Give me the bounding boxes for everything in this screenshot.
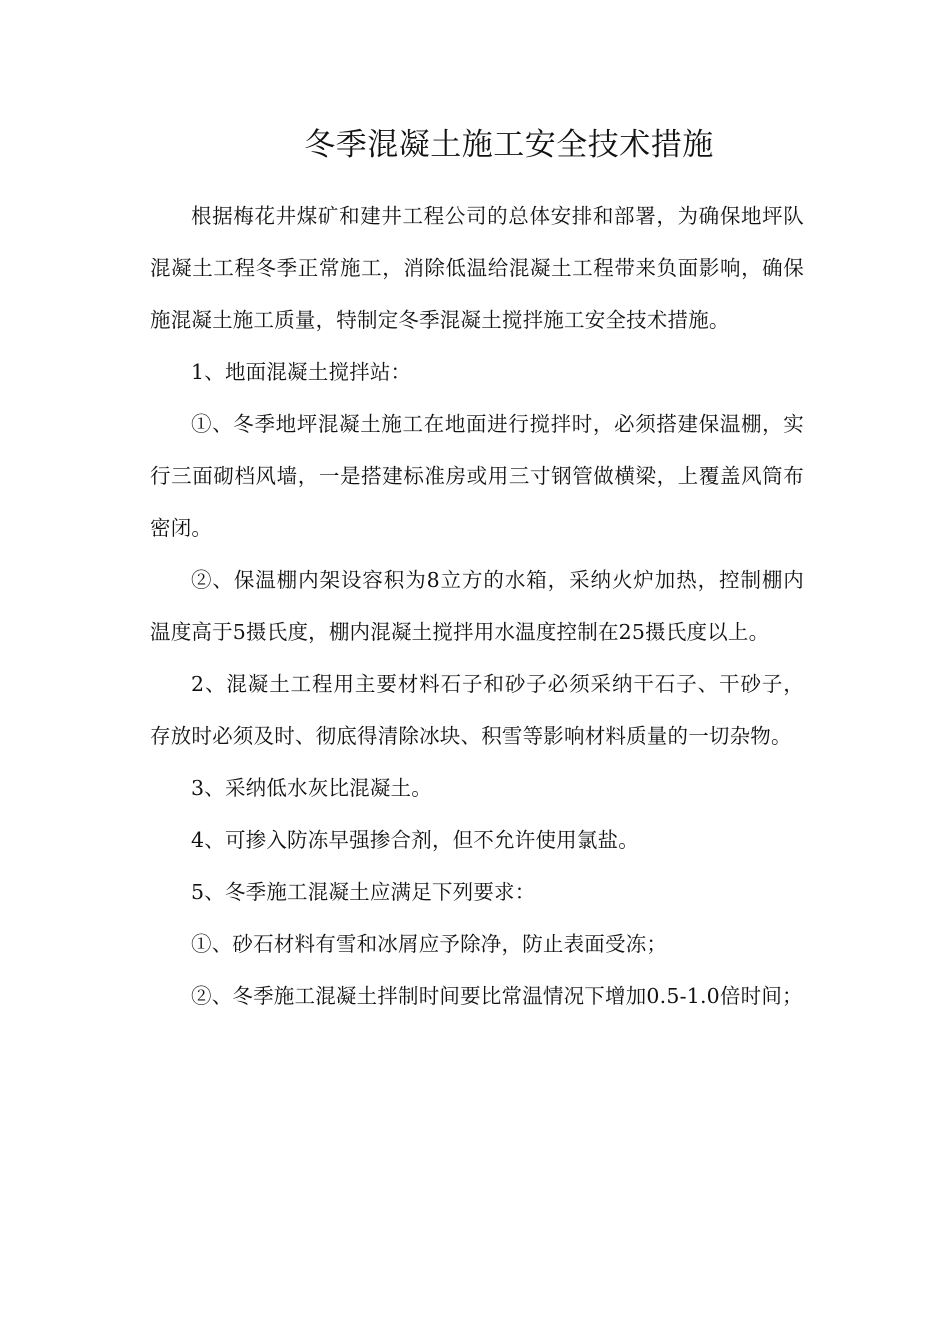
paragraph-item-5-b: ②、冬季施工混凝土拌制时间要比常温情况下增加0.5-1.0倍时间； — [191, 984, 803, 1008]
paragraph-item-1-b: ②、保温棚内架设容积为8立方的水箱，采纳火炉加热，控制棚内温度高于5摄氏度，棚内混凝土搅拌用水温度控制在25摄氏度以上。 — [150, 568, 804, 644]
paragraph-item-5-a: ①、砂石材料有雪和冰屑应予除净，防止表面受冻； — [191, 932, 668, 956]
document-title: 冬季混凝土施工安全技术措施 — [304, 127, 714, 163]
paragraph-item-1-a: ①、冬季地坪混凝土施工在地面进行搅拌时，必须搭建保温棚，实行三面砌档风墙，一是搭建标准房或用三寸钢管做横梁，上覆盖风筒布密闭。 — [150, 412, 804, 540]
paragraph-intro: 根据梅花井煤矿和建井工程公司的总体安排和部署，为确保地坪队混凝土工程冬季正常施工，消除低温给混凝土工程带来负面影响，确保施混凝土施工质量，特制定冬季混凝土搅拌施工安全技术措施。 — [150, 204, 804, 332]
paragraph-item-2: 2、混凝土工程用主要材料石子和砂子必须采纳干石子、干砂子，存放时必须及时、彻底得清除冰块、积雪等影响材料质量的一切杂物。 — [150, 672, 804, 748]
paragraph-item-4: 4、可掺入防冻早强掺合剂，但不允许使用氯盐。 — [191, 828, 639, 852]
paragraph-item-1: 1、地面混凝土搅拌站： — [191, 360, 412, 384]
paragraph-item-5: 5、冬季施工混凝土应满足下列要求： — [191, 880, 536, 904]
paragraph-item-3: 3、采纳低水灰比混凝土。 — [191, 776, 432, 800]
document-body — [150, 190, 804, 1022]
